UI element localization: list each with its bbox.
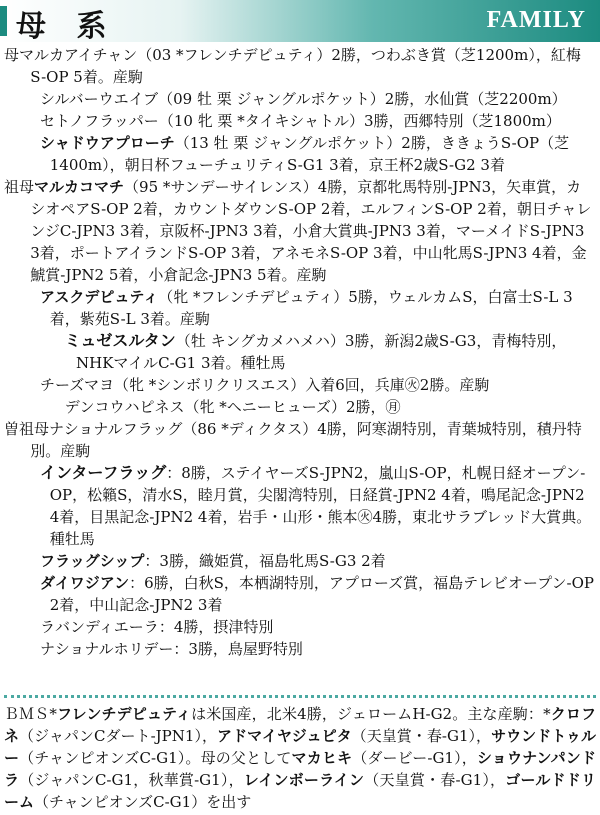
section-title: 母 系 bbox=[16, 9, 117, 44]
horse-name: アスクデピュティ bbox=[40, 288, 159, 306]
bms-sire-name: フレンチデピュティ bbox=[56, 705, 192, 723]
horse-name: シャドウアプローチ bbox=[40, 134, 175, 152]
horse-record: （13 牡 栗 ジャングルポケット）2勝，ききょうS-OP（芝1400m），朝日杯フューチュリティS-G1 3着，京王杯2歳S-G2 3着 bbox=[49, 134, 570, 174]
generation-label: 祖母 bbox=[4, 178, 35, 196]
horse-name: デンコウハピネス bbox=[64, 398, 185, 416]
bms-text: （天皇賞・春-G1）， bbox=[351, 727, 492, 745]
bms-paragraph bbox=[4, 703, 596, 813]
header-accent-bar bbox=[0, 6, 7, 36]
bms-progeny-name: アドマイヤジュピタ bbox=[217, 727, 352, 745]
family-entry bbox=[4, 132, 596, 176]
horse-record: （95 *サンデーサイレンス）4勝，京都牝馬特別-JPN3，矢車賞，カシオペアS-OP 2着，カウントダウンS-OP 2着，エルフィンS-OP 2着，朝日チャレンジC-JPN3 3着，京阪杯-JPN3 3着，小倉大賞典-JPN3 3着，マーメイドS-JPN3 3着，ポートアイランドS-OP 3着，アネモネS-OP 3着，中山牝馬S-JPN3 4着，金鯱賞-JPN2 5着，小倉記念-JPN3 5着。産駒 bbox=[30, 178, 592, 284]
horse-record: （10 牝 栗 *タイキシャトル）3勝，西郷特別（芝1800m） bbox=[158, 112, 561, 130]
bms-text: は米国産，北米4勝，ジェロームH-G2。主な産駒：* bbox=[191, 705, 551, 723]
horse-record: ：8勝，ステイヤーズS-JPN2，嵐山S-OP，札幌日経オープン-OP，松籟S，清水S，睦月賞，尖閣湾特別，日経賞-JPN2 4着，鳴尾記念-JPN2 4着，目黒記念-JPN2 4着，岩手・山形・熊本㊋4勝，東北サラブレッド大賞典。種牡馬 bbox=[49, 464, 592, 548]
family-entry bbox=[4, 330, 596, 374]
family-entry bbox=[4, 176, 596, 286]
family-entry bbox=[4, 462, 596, 550]
section-title-english: FAMILY bbox=[486, 7, 586, 33]
bms-broodmare-sire-progeny-name: レインボーライン bbox=[243, 771, 365, 789]
bms-text: （ジャパンCダート-JPN1）， bbox=[19, 727, 218, 745]
horse-name: シルバーウエイブ bbox=[40, 90, 159, 108]
horse-record: （牝 *ヘニーヒューズ）2勝，㊊ bbox=[184, 398, 401, 416]
family-entry bbox=[4, 110, 596, 132]
bms-text: （チャンピオンズC-G1）。母の父として bbox=[19, 749, 292, 767]
horse-name: ナショナルホリデー bbox=[40, 640, 174, 658]
family-entry bbox=[4, 286, 596, 330]
horse-name: インターフラッグ bbox=[40, 463, 167, 482]
bms-broodmare-sire-progeny-name: マカヒキ bbox=[291, 749, 353, 767]
horse-record: （09 牡 栗 ジャングルポケット）2勝，水仙賞（芝2200m） bbox=[158, 90, 567, 108]
bms-progeny-name: サウンドトゥルー bbox=[4, 727, 596, 767]
family-entry bbox=[4, 616, 596, 638]
horse-name: チーズマヨ bbox=[40, 376, 114, 394]
horse-record: ：6勝，白秋S，本栖湖特別，アプローズ賞，福島テレビオープン-OP 2着，中山記念-JPN2 3着 bbox=[49, 574, 594, 614]
horse-record: （03 *フレンチデピュティ）2勝，つわぶき賞（芝1200m），紅梅S-OP 5着。産駒 bbox=[30, 46, 581, 86]
horse-name: 曽祖母ナショナルフラッグ bbox=[4, 420, 183, 438]
horse-record: （牝 *シンボリクリスエス）入着6回，兵庫㊋2勝。産駒 bbox=[113, 376, 490, 394]
horse-record: （86 *ディクタス）4勝，阿寒湖特別，青葉城特別，積丹特別。産駒 bbox=[30, 420, 582, 460]
horse-record: ：3勝，織姫賞，福島牝馬S-G3 2着 bbox=[144, 552, 386, 570]
family-entry bbox=[4, 374, 596, 396]
bms-text: （チャンピオンズC-G1）を出す bbox=[34, 793, 252, 811]
horse-name: ダイワジアン bbox=[40, 574, 130, 592]
bms-text: （天皇賞・春-G1）， bbox=[364, 771, 506, 789]
horse-name: セトノフラッパー bbox=[40, 112, 159, 130]
section-divider bbox=[4, 695, 596, 698]
family-entry bbox=[4, 550, 596, 572]
horse-record: ：3勝，鳥屋野特別 bbox=[173, 640, 303, 658]
family-tree bbox=[4, 44, 596, 660]
family-entry bbox=[4, 638, 596, 660]
horse-name: ミュゼスルタン bbox=[64, 331, 176, 350]
bms-text: （ジャパンC-G1，秋華賞-G1）， bbox=[19, 771, 244, 789]
bms-intro: ＢＭＳ* bbox=[4, 705, 57, 723]
horse-name: フラッグシップ bbox=[40, 552, 145, 570]
bms-text: （ダービー-G1）， bbox=[352, 749, 477, 767]
family-entry bbox=[4, 418, 596, 462]
section-header bbox=[0, 0, 600, 42]
horse-name: 母マルカアイチャン bbox=[4, 46, 138, 64]
family-entry bbox=[4, 88, 596, 110]
horse-record: （牡 キングカメハメハ）3勝，新潟2歳S-G3，青梅特別，NHKマイルC-G1 3着。種牡馬 bbox=[76, 332, 567, 372]
horse-record: （牝 *フレンチデピュティ）5勝，ウェルカムS，白富士S-L 3着，紫苑S-L 3着。産駒 bbox=[49, 288, 573, 328]
family-entry bbox=[4, 396, 596, 418]
family-entry bbox=[4, 572, 596, 616]
family-entry bbox=[4, 44, 596, 88]
horse-name: ラバンディエーラ bbox=[40, 618, 159, 636]
bms-broodmare-sire-progeny-name: ショウナンパンドラ bbox=[4, 749, 596, 789]
horse-record: ：4勝，摂津特別 bbox=[158, 618, 274, 636]
bms-progeny-name: クロフネ bbox=[4, 705, 596, 745]
bms-broodmare-sire-progeny-name: ゴールドドリーム bbox=[4, 771, 596, 811]
horse-name: マルカコマチ bbox=[34, 178, 125, 196]
